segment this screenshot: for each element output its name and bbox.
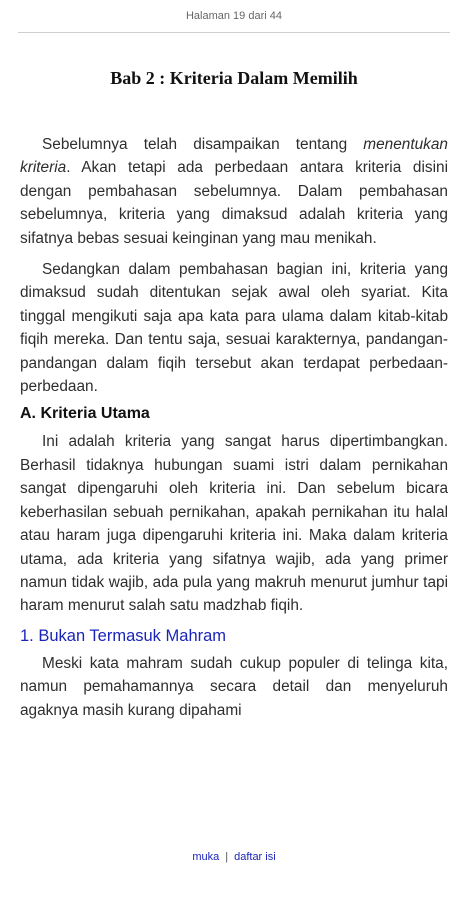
intro-paragraph-1-text-start: Sebelumnya telah disampaikan tentang — [42, 136, 364, 153]
intro-paragraph-1-text-end: . Akan tetapi ada perbedaan antara kriteria disini dengan pembahasan sebelumnya. Dalam pembahasan sebelumnya, kriteria yang dimaksud adalah kriteria yang sifatnya bebas sesuai keinginan yang mau menikah. — [20, 159, 448, 247]
page-indicator: Halaman 19 dari 44 — [185, 10, 282, 22]
intro-paragraph-1 — [20, 133, 448, 250]
subsection-1-paragraph: Meski kata mahram sudah cukup populer di telinga kita, namun pemahamannya secara detail dan menyeluruh agaknya masih kurang dipahami — [20, 654, 448, 719]
subsection-heading-bukan-mahram: 1. Bukan Termasuk Mahram — [20, 626, 227, 645]
chapter-title: Bab 2 : Kriteria Dalam Memilih — [110, 68, 358, 88]
intro-paragraph-1-italic-term: menentukan kriteria — [20, 136, 448, 177]
section-heading-kriteria-utama: A. Kriteria Utama — [20, 405, 150, 423]
intro-paragraph-2: Sedangkan dalam pembahasan bagian ini, kriteria yang dimaksud sudah ditentukan sejak awal oleh syariat. Kita tinggal mengikuti saja apa kata para ulama dalam kitab-kitab fiqih mereka. Dan tentu saja, sesuai karakternya, pandangan-pandangan dalam fiqih tersebut akan terdapat perbedaan-perbedaan. — [20, 261, 448, 396]
footer-separator: | — [225, 851, 229, 863]
section-a-paragraph: Ini adalah kriteria yang sangat harus dipertimbangkan. Berhasil tidaknya hubungan suami istri dalam pernikahan sangat dipengaruhi oleh kriteria ini. Dan sebelum bicara keberhasilan sebuah pernikahan, apakah pernikahan itu halal atau haram juga dipengaruhi kriteria ini. Maka dalam kriteria utama, ada kriteria yang sifatnya wajib, ada yang primer namun tidak wajib, ada pula yang makruh menurut jumhur tapi haram menurut salah satu madzhab fiqih. — [20, 433, 448, 615]
footer-navigation — [0, 851, 468, 863]
document-body — [20, 133, 448, 722]
table-of-contents-link[interactable]: daftar isi — [234, 851, 276, 863]
header-divider — [18, 32, 450, 33]
home-link[interactable]: muka — [192, 851, 220, 863]
